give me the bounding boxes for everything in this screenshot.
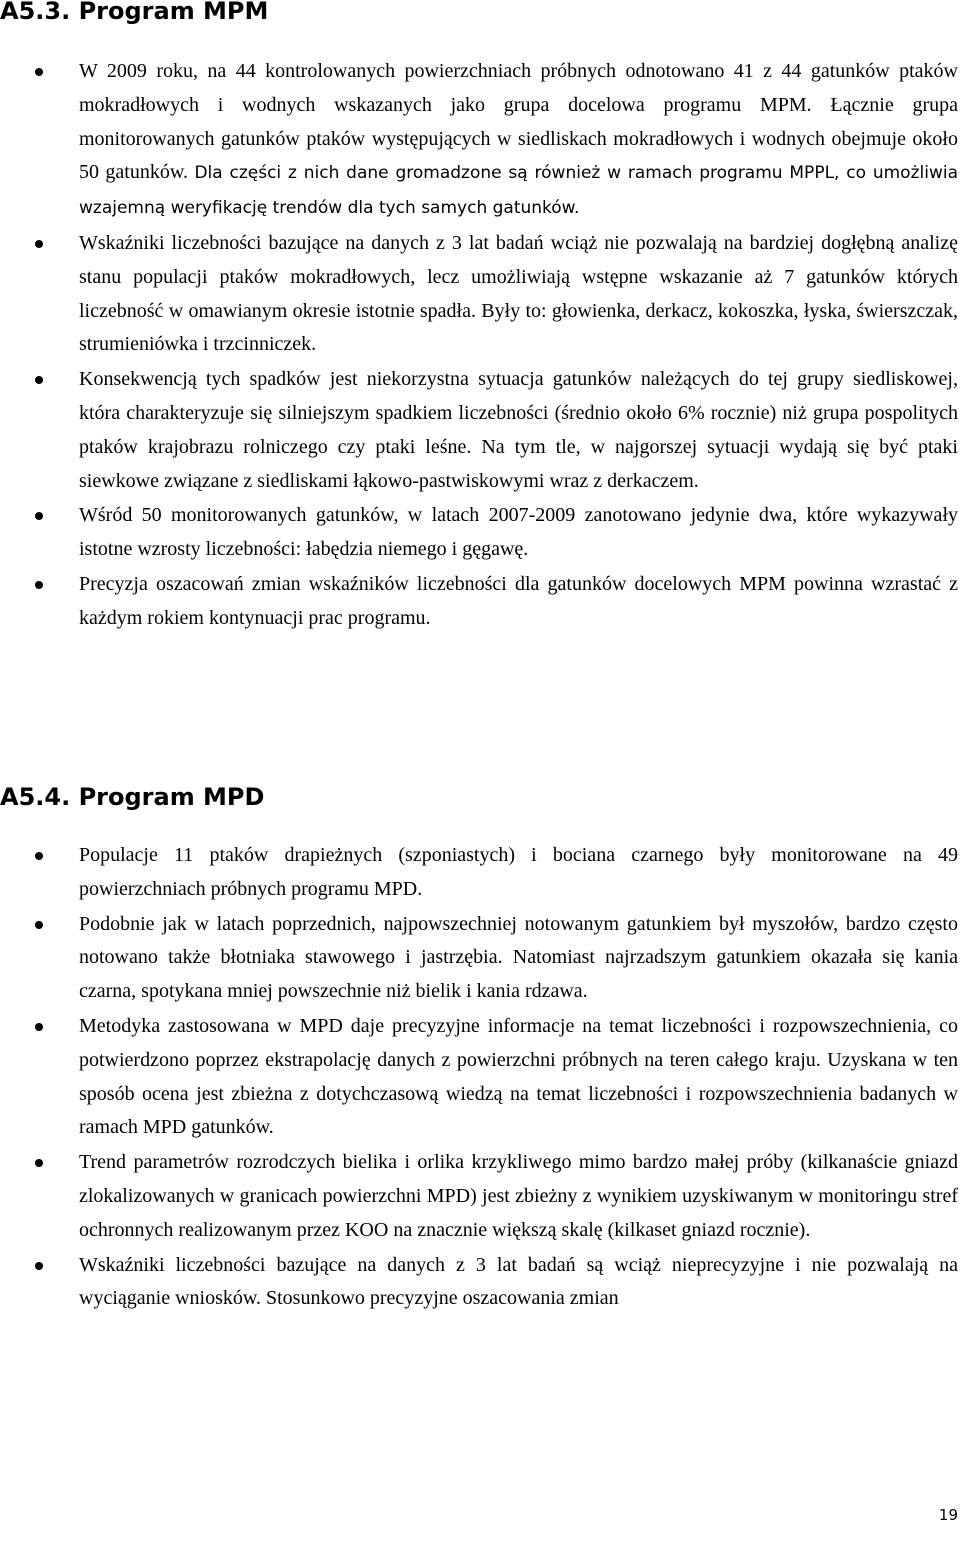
- bullet-dot-icon: [35, 1159, 43, 1167]
- list-item: [0, 363, 960, 498]
- list-item: [0, 568, 960, 636]
- list-item-text: Precyzja oszacowań zmian wskaźników liczebności dla gatunków docelowych MPM powinna wzrastać z każdym rokiem kontynuacji prac programu.: [79, 572, 958, 629]
- bullet-dot-icon: [35, 68, 43, 76]
- bullet-dot-icon: [35, 581, 43, 589]
- bullet-dot-icon: [35, 852, 43, 860]
- list-item-text: W 2009 roku, na 44 kontrolowanych powierzchniach próbnych odnotowano 41 z 44 gatunków ptaków mokradłowych i wodnych wskazanych jako grupa docelowa programu MPM. Łącznie grupa monitorowanych gatunków ptaków występujących w siedliskach mokradłowych i wodnych obejmuje około 50 gatunków.: [79, 60, 958, 184]
- list-item-text-sans: Dla części z nich dane gromadzone są również w ramach programu MPPL, co umożliwia wzajemną weryfikację trendów dla tych samych gatunków.: [79, 163, 958, 219]
- bullet-dot-icon: [35, 512, 43, 520]
- list-item: [0, 499, 960, 567]
- bullet-list-mpm: [0, 55, 960, 637]
- list-item: [0, 1249, 960, 1317]
- list-item-text: Wskaźniki liczebności bazujące na danych z 3 lat badań są wciąż nieprecyzyjne i nie pozwalają na wyciąganie wniosków. Stosunkowo precyzyjne oszacowania zmian: [79, 1253, 958, 1310]
- list-item-text: Wskaźniki liczebności bazujące na danych z 3 lat badań wciąż nie pozwalają na bardziej dogłębną analizę stanu populacji ptaków mokradłowych, lecz umożliwiają wstępne wskazanie aż 7 gatunków których liczebność w omawianym okresie istotnie spadła. Były to: głowienka, derkacz, kokoszka, łyska, świerszczak, strumieniówka i trzcinniczek.: [79, 231, 958, 356]
- bullet-dot-icon: [35, 376, 43, 384]
- list-item: [0, 839, 960, 907]
- list-item: [0, 227, 960, 362]
- section-heading-a54: A5.4. Program MPD: [0, 783, 265, 811]
- list-item-text: Konsekwencją tych spadków jest niekorzystna sytuacja gatunków należących do tej grupy siedliskowej, która charakteryzuje się silniejszym spadkiem liczebności (średnio około 6% rocznie) niż grupa pospolitych ptaków krajobrazu rolniczego czy ptaki leśne. Na tym tle, w najgorszej sytuacji wydają się być ptaki siewkowe związane z siedliskami łąkowo-pastwiskowymi wraz z derkaczem.: [79, 368, 958, 492]
- list-item: [0, 908, 960, 1009]
- list-item-text: Trend parametrów rozrodczych bielika i orlika krzykliwego mimo bardzo małej próby (kilkanaście gniazd zlokalizowanych w granicach powierzchni MPD) jest zbieżny z wynikiem uzyskiwanym w monitoringu stref ochronnych realizowanym przez KOO na znacznie większą skalę (kilkaset gniazd rocznie).: [79, 1151, 958, 1241]
- section-heading-a53: A5.3. Program MPM: [0, 0, 269, 25]
- list-item: [0, 55, 960, 226]
- list-item: [0, 1146, 960, 1247]
- bullet-dot-icon: [35, 921, 43, 929]
- page-number: 19: [938, 1506, 958, 1524]
- bullet-dot-icon: [35, 1262, 43, 1270]
- bullet-list-mpd: [0, 839, 960, 1317]
- list-item-text: Podobnie jak w latach poprzednich, najpowszechniej notowanym gatunkiem był myszołów, bardzo często notowano także błotniaka stawowego i jastrzębia. Natomiast najrzadszym gatunkiem okazała się kania czarna, spotykana mniej powszechnie niż bielik i kania rdzawa.: [79, 912, 958, 1003]
- list-item-text: Wśród 50 monitorowanych gatunków, w latach 2007-2009 zanotowano jedynie dwa, które wykazywały istotne wzrosty liczebności: łabędzia niemego i gęgawę.: [79, 504, 958, 561]
- bullet-dot-icon: [35, 1023, 43, 1031]
- list-item: [0, 1010, 960, 1145]
- list-item-text: Metodyka zastosowana w MPD daje precyzyjne informacje na temat liczebności i rozpowszechnienia, co potwierdzono poprzez ekstrapolację danych z powierzchni próbnych na teren całego kraju. Uzyskana w ten sposób ocena jest zbieżna z dotychczasową wiedzą na temat liczebności i rozpowszechnienia badanych w ramach MPD gatunków.: [79, 1014, 958, 1139]
- list-item-text: Populacje 11 ptaków drapieżnych (szponiastych) i bociana czarnego były monitorowane na 49 powierzchniach próbnych programu MPD.: [79, 844, 958, 900]
- bullet-dot-icon: [35, 240, 43, 248]
